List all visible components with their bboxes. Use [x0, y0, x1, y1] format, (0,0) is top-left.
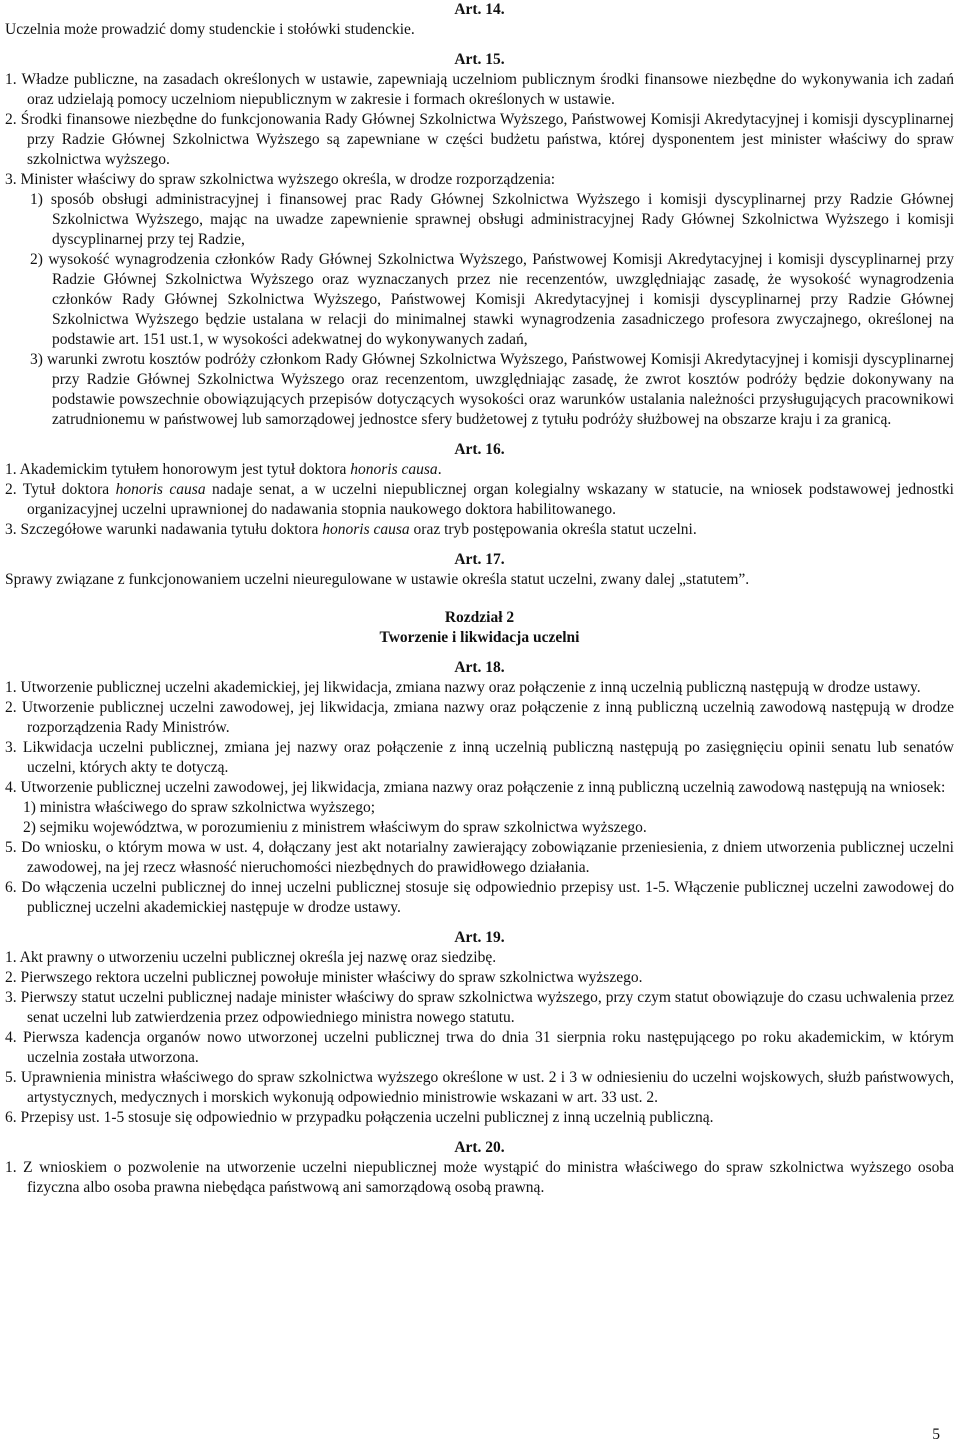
chapter-title: Tworzenie i likwidacja uczelni [379, 629, 580, 646]
numbered-paragraph: 1. Akt prawny o utworzeniu uczelni publicznej określa jej nazwę oraz siedzibę. [5, 949, 497, 966]
paragraph-text: 3. Szczegółowe warunki nadawania tytułu doktora [5, 521, 323, 538]
paragraph-text-continued: nadaje senat, a w uczelni niepublicznej organ kolegialny wskazany w statucie, na wniosek podstawowej jednostki organizacyjnej uczelni uprawnionej do nadawania stopnia naukowego doktora habilitowanego. [27, 481, 954, 518]
document-body [5, 0, 954, 1198]
page-number: 5 [932, 1426, 940, 1443]
numbered-paragraph: 4. Pierwsza kadencja organów nowo utworzonej uczelni publicznej trwa do dnia 31 sierpnia roku następującego po roku akademickim, w którym uczelnia została utworzona. [5, 1029, 954, 1066]
numbered-paragraph: 2. Pierwszego rektora uczelni publicznej powołuje minister właściwy do spraw szkolnictwa wyższego. [5, 969, 643, 986]
numbered-paragraph: 6. Przepisy ust. 1-5 stosuje się odpowiednio w przypadku połączenia uczelni publicznej z inną uczelnią publiczną. [5, 1109, 714, 1126]
article-heading: Art. 17. [454, 551, 505, 568]
numbered-paragraph: 3. Pierwszy statut uczelni publicznej nadaje minister właściwy do spraw szkolnictwa wyższego, przy czym statut obowiązuje do czasu uchwalenia przez senat uczelni lub zatwierdzenia przez odpowiedniego ministra nowego statutu. [5, 989, 954, 1026]
numbered-paragraph: 3. Likwidacja uczelni publicznej, zmiana jej nazwy oraz połączenie z inną uczelnią publiczną następują po zasięgnięciu opinii senatu lub senatów uczelni, których akty te dotyczą. [5, 739, 954, 776]
numbered-paragraph: 1. Władze publiczne, na zasadach określonych w ustawie, zapewniają uczelniom publicznym środki finansowe niezbędne do wykonywania ich zadań oraz udzielają pomocy uczelniom niepublicznym w zakresie i formach określonych w ustawie. [5, 71, 954, 108]
article-section [5, 928, 954, 1128]
sub-point: 1) ministra właściwego do spraw szkolnictwa wyższego; [23, 799, 376, 816]
paragraph-text-continued: . [437, 461, 442, 478]
article-text: Uczelnia może prowadzić domy studenckie i stołówki studenckie. [5, 21, 415, 38]
paragraph-text: 1. Akademickim tytułem honorowym jest tytuł doktora [5, 461, 351, 478]
numbered-paragraph [5, 520, 954, 540]
numbered-paragraph: 6. Do włączenia uczelni publicznej do innej uczelni publicznej stosuje się odpowiednio przepisy ust. 1-5. Włączenie publicznej uczelni zawodowej do publicznej uczelni akademickiej następuje w drodze ustawy. [5, 879, 954, 916]
paragraph-text: 2. Tytuł doktora [5, 481, 116, 498]
numbered-paragraph: 1. Utworzenie publicznej uczelni akademickiej, jej likwidacja, zmiana nazwy oraz połączenie z inną uczelnią publiczną następują w drodze ustawy. [5, 679, 921, 696]
article-heading: Art. 14. [454, 1, 505, 18]
article-section [5, 440, 954, 540]
article-heading: Art. 19. [454, 929, 505, 946]
italic-term: honoris causa [115, 481, 206, 498]
sub-point: 1) sposób obsługi administracyjnej i finansowej prac Rady Głównej Szkolnictwa Wyższego i komisji dyscyplinarnej przy Radzie Głównej Szkolnictwa Wyższego, mając na uwadze zapewnienie sprawnej obsługi administracyjnej Rady Głównej Szkolnictwa Wyższego i komisji dyscyplinarnej przy tej Radzie, [30, 191, 954, 248]
article-section [5, 50, 954, 430]
article-section [5, 550, 954, 590]
article-section [5, 608, 954, 918]
article-section [5, 1138, 954, 1198]
article-text: Sprawy związane z funkcjonowaniem uczelni nieuregulowane w ustawie określa statut uczelni, zwany dalej „statutem”. [5, 571, 750, 588]
numbered-paragraph: 2. Utworzenie publicznej uczelni zawodowej, jej likwidacja, zmiana nazwy oraz połączenie z inną publiczną uczelnią zawodową następują w drodze rozporządzenia Rady Ministrów. [5, 699, 954, 736]
sub-point: 3) warunki zwrotu kosztów podróży członkom Rady Głównej Szkolnictwa Wyższego, Państwowej Komisji Akredytacyjnej i komisji dyscyplinarnej przy Radzie Głównej Szkolnictwa Wyższego oraz recenzentom, uwzględniając zasadę, że zwrot kosztów podróży będzie dokonywany na podstawie powszechnie obowiązujących przepisów dotyczących wysokości oraz warunków ustalania należności przysługujących pracownikowi zatrudnionemu w państwowej lub samorządowej jednostce sfery budżetowej z tytułu podróży służbowej na obszarze kraju i za granicą. [30, 351, 954, 428]
paragraph-text-continued: oraz tryb postępowania określa statut uczelni. [409, 521, 697, 538]
numbered-paragraph: 3. Minister właściwy do spraw szkolnictwa wyższego określa, w drodze rozporządzenia: [5, 171, 556, 188]
italic-term: honoris causa [350, 461, 438, 478]
numbered-paragraph: 5. Uprawnienia ministra właściwego do spraw szkolnictwa wyższego określone w ust. 2 i 3 w odniesieniu do uczelni wojskowych, służb państwowych, artystycznych, medycznych i morskich wykonują odpowiednio ministrowie wskazani w art. 33 ust. 2. [5, 1069, 954, 1106]
chapter-heading: Rozdział 2 [444, 609, 515, 626]
article-heading: Art. 18. [454, 659, 505, 676]
article-heading: Art. 20. [454, 1139, 505, 1156]
numbered-paragraph [5, 480, 954, 520]
article-section [5, 0, 954, 40]
article-heading: Art. 15. [454, 51, 505, 68]
article-heading: Art. 16. [454, 441, 505, 458]
numbered-paragraph [5, 460, 954, 480]
numbered-paragraph: 4. Utworzenie publicznej uczelni zawodowej, jej likwidacja, zmiana nazwy oraz połączenie z inną publiczną uczelnią zawodową następują na wniosek: [5, 779, 946, 796]
numbered-paragraph: 1. Z wnioskiem o pozwolenie na utworzenie uczelni niepublicznej może wystąpić do ministra właściwego do spraw szkolnictwa wyższego osoba fizyczna albo osoba prawna niebędąca państwową ani samorządową osobą prawną. [5, 1159, 954, 1196]
sub-point: 2) sejmiku województwa, w porozumieniu z ministrem właściwym do spraw szkolnictwa wyższego. [23, 819, 647, 836]
italic-term: honoris causa [322, 521, 410, 538]
sub-point: 2) wysokość wynagrodzenia członków Rady Głównej Szkolnictwa Wyższego, Państwowej Komisji Akredytacyjnej i komisji dyscyplinarnej przy Radzie Głównej Szkolnictwa Wyższego oraz wyznaczanych przez nie recenzentów, uwzględniając zasadę, że wysokość wynagrodzenia członków Rady Głównej Szkolnictwa Wyższego, Państwowej Komisji Akredytacyjnej i komisji dyscyplinarnej przy Radzie Głównej Szkolnictwa Wyższego będzie ustalana w relacji do minimalnej stawki wynagrodzenia zasadniczego profesora zwyczajnego, określonej na podstawie art. 151 ust.1, w wysokości adekwatnej do wykonywanych zadań, [30, 251, 954, 348]
numbered-paragraph: 5. Do wniosku, o którym mowa w ust. 4, dołączany jest akt notarialny zawierający zobowiązanie przeniesienia, z dniem utworzenia publicznej uczelni zawodowej, na jej rzecz własność nieruchomości niezbędnych do prawidłowego działania. [5, 839, 954, 876]
numbered-paragraph: 2. Środki finansowe niezbędne do funkcjonowania Rady Głównej Szkolnictwa Wyższego, Państwowej Komisji Akredytacyjnej i komisji dyscyplinarnej przy Radzie Głównej Szkolnictwa Wyższego są zapewniane w części budżetu państwa, której dysponentem jest minister właściwy do spraw szkolnictwa wyższego. [5, 111, 954, 168]
